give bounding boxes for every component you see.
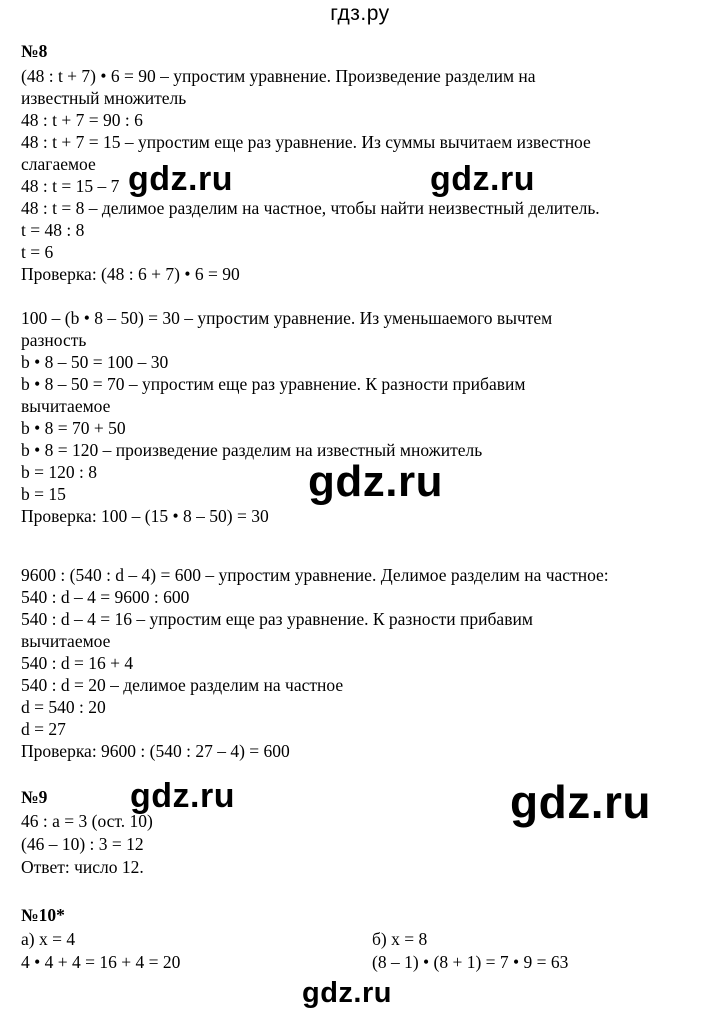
watermark: gdz.ru: [302, 977, 392, 1009]
task8-eq3-line: 540 : d = 20 – делимое разделим на частное: [21, 675, 344, 695]
task10-part-a-value: а) х = 4: [21, 929, 76, 949]
task8-eq2-line: b • 8 – 50 = 70 – упростим еще раз уравнение. К разности прибавим: [21, 374, 526, 394]
task10-part-b-value: б) х = 8: [372, 929, 428, 949]
task8-eq3-line: 540 : d – 4 = 9600 : 600: [21, 587, 190, 607]
task9-line: (46 – 10) : 3 = 12: [21, 834, 144, 854]
task8-eq1-line: 48 : t = 8 – делимое разделим на частное, чтобы найти неизвестный делитель.: [21, 198, 600, 218]
task8-eq1-line: 48 : t + 7 = 15 – упростим еще раз уравнение. Из суммы вычитаем известное: [21, 132, 591, 152]
task8-eq1-line: t = 48 : 8: [21, 220, 85, 240]
task8-eq1-check: Проверка: (48 : 6 + 7) • 6 = 90: [21, 264, 240, 284]
task9-heading: №9: [21, 787, 48, 807]
task8-eq2-line: b = 120 : 8: [21, 462, 97, 482]
task8-eq1-line: известный множитель: [21, 88, 187, 108]
task8-heading: №8: [21, 41, 48, 61]
task10-part-a-calc: 4 • 4 + 4 = 16 + 4 = 20: [21, 952, 181, 972]
task8-eq1-line: t = 6: [21, 242, 54, 262]
task8-eq2-line: b = 15: [21, 484, 66, 504]
task8-eq2-line: 100 – (b • 8 – 50) = 30 – упростим уравнение. Из уменьшаемого вычтем: [21, 308, 553, 328]
task8-eq2-line: вычитаемое: [21, 396, 111, 416]
task8-eq1-line: (48 : t + 7) • 6 = 90 – упростим уравнение. Произведение разделим на: [21, 66, 536, 86]
task10-part-b-calc: (8 – 1) • (8 + 1) = 7 • 9 = 63: [372, 952, 569, 972]
watermark: gdz.ru: [130, 777, 235, 815]
task8-eq2-line: разность: [21, 330, 87, 350]
task8-eq2-line: b • 8 = 70 + 50: [21, 418, 126, 438]
task8-eq3-line: 540 : d = 16 + 4: [21, 653, 134, 673]
task10-heading: №10*: [21, 905, 65, 925]
task9-line: 46 : а = 3 (ост. 10): [21, 811, 153, 831]
task8-eq3-line: d = 27: [21, 719, 66, 739]
watermark: gdz.ru: [510, 776, 651, 828]
task8-eq3-line: 9600 : (540 : d – 4) = 600 – упростим уравнение. Делимое разделим на частное:: [21, 565, 609, 585]
task8-eq2-line: b • 8 = 120 – произведение разделим на известный множитель: [21, 440, 483, 460]
watermark: gdz.ru: [430, 160, 535, 198]
task8-eq1-line: слагаемое: [21, 154, 96, 174]
task8-eq3-line: 540 : d – 4 = 16 – упростим еще раз уравнение. К разности прибавим: [21, 609, 533, 629]
task8-eq2-check: Проверка: 100 – (15 • 8 – 50) = 30: [21, 506, 269, 526]
task8-eq1-line: 48 : t + 7 = 90 : 6: [21, 110, 143, 130]
task8-eq2-line: b • 8 – 50 = 100 – 30: [21, 352, 169, 372]
task8-eq1-line: 48 : t = 15 – 7: [21, 176, 120, 196]
site-title: гдз.ру: [330, 2, 390, 25]
watermark: gdz.ru: [128, 160, 233, 198]
task8-eq3-line: вычитаемое: [21, 631, 111, 651]
task9-answer: Ответ: число 12.: [21, 857, 144, 877]
watermark: gdz.ru: [308, 457, 443, 506]
task8-eq3-check: Проверка: 9600 : (540 : 27 – 4) = 600: [21, 741, 290, 761]
task8-eq3-line: d = 540 : 20: [21, 697, 106, 717]
